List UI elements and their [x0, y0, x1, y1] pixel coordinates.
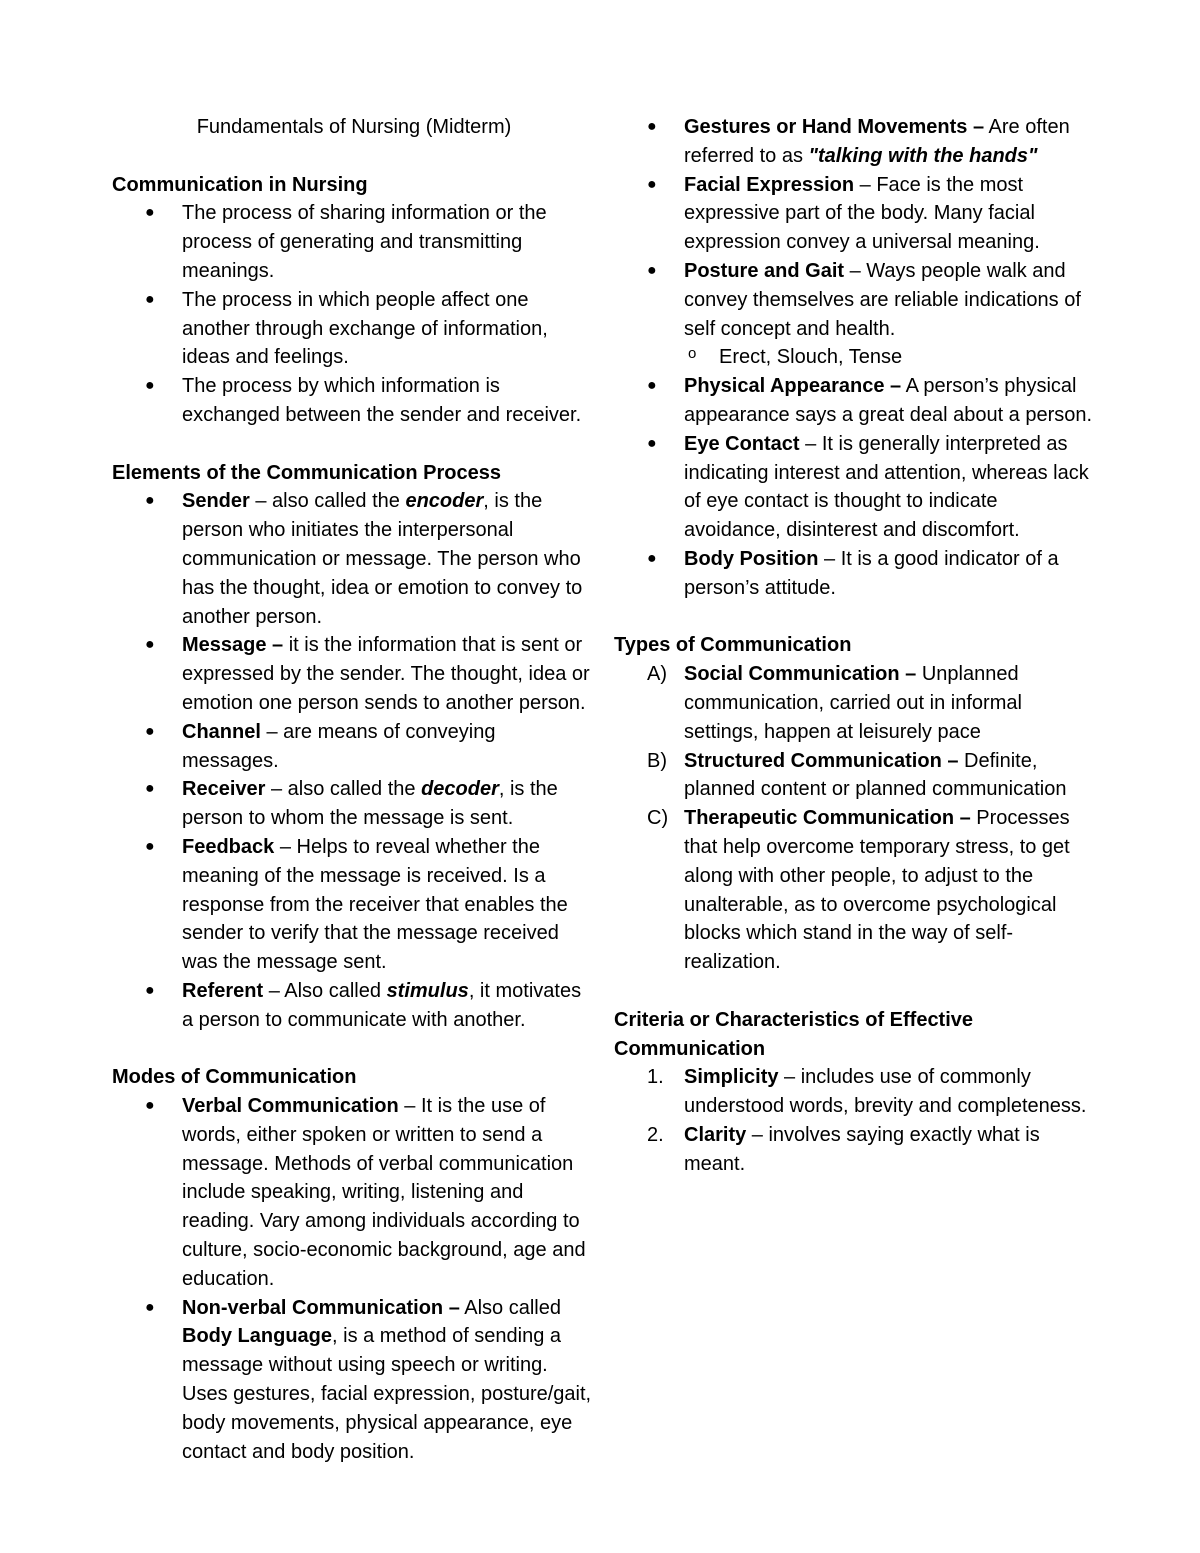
- list-item-channel: ● Channel – are means of conveying messages.: [112, 718, 596, 776]
- list-item: ● The process by which information is exchanged between the sender and receiver.: [112, 372, 596, 430]
- list-item-gestures: ● Gestures or Hand Movements – Are often referred to as "talking with the hands": [614, 113, 1094, 171]
- bullet-icon: ●: [145, 722, 155, 740]
- bullet-icon: ●: [145, 492, 155, 510]
- elements-list: [112, 487, 596, 1034]
- list-item-referent: ● Referent – Also called stimulus, it motivates a person to communicate with another.: [112, 977, 596, 1035]
- section-heading-modes: Modes of Communication: [112, 1066, 357, 1089]
- bullet-icon: ●: [145, 636, 155, 654]
- list-item-facial: ● Facial Expression – Face is the most expressive part of the body. Many facial expression convey a universal meaning.: [614, 171, 1094, 257]
- bullet-icon: ●: [145, 204, 155, 222]
- sub-list-item: o Erect, Slouch, Tense: [684, 343, 1094, 372]
- bullet-icon: ●: [647, 377, 657, 395]
- modes-list-part2: [614, 113, 1094, 603]
- list-item-structured: B) Structured Communication – Definite, planned content or planned communication: [647, 749, 1067, 801]
- bullet-icon: ●: [145, 1097, 155, 1115]
- bullet-icon: ●: [647, 118, 657, 135]
- modes-list-part1: [112, 1092, 596, 1466]
- bullet-icon: ●: [647, 175, 657, 193]
- communication-in-nursing-list: [112, 199, 596, 429]
- bullet-icon: ●: [145, 290, 155, 308]
- list-item-body-position: ● Body Position – It is a good indicator of a person’s attitude.: [614, 545, 1094, 603]
- section-heading-criteria: Criteria or Characteristics of Effective Communication: [614, 1008, 974, 1060]
- bullet-icon: ●: [145, 981, 155, 999]
- bullet-icon: ●: [647, 261, 657, 279]
- list-item-nonverbal: ● Non-verbal Communication – Also called Body Language, is a method of sending a message without using speech or writing. Uses gestures, facial expression, posture/gait, body movements, physical appearance, eye contact and body position.: [112, 1294, 596, 1467]
- bullet-icon: ●: [145, 1298, 155, 1316]
- bullet-icon: ●: [145, 837, 155, 855]
- page-title: Fundamentals of Nursing (Midterm): [196, 116, 512, 138]
- list-item-eye-contact: ● Eye Contact – It is generally interpreted as indicating interest and attention, whereas lack of eye contact is thought to indicate avoidance, disinterest and discomfort.: [614, 430, 1094, 545]
- section-heading-elements: Elements of the Communication Process: [112, 461, 501, 484]
- criteria-list: [614, 1063, 1094, 1178]
- section-heading-communication-in-nursing: Communication in Nursing: [112, 173, 368, 196]
- list-item-social: A) Social Communication – Unplanned communication, carried out in informal settings, happen at leisurely pace: [647, 663, 1022, 743]
- list-item-receiver: ● Receiver – also called the decoder, is the person to whom the message is sent.: [112, 775, 596, 833]
- bullet-icon: ●: [145, 780, 155, 798]
- bullet-icon: ●: [647, 434, 657, 452]
- list-item-appearance: ● Physical Appearance – A person’s physical appearance says a great deal about a person.: [614, 372, 1094, 430]
- list-item-message: ● Message – it is the information that is sent or expressed by the sender. The thought, idea or emotion one person sends to another person.: [112, 631, 596, 717]
- bullet-icon: ●: [145, 377, 155, 395]
- types-list: [614, 660, 1094, 977]
- section-heading-types: Types of Communication: [614, 634, 852, 657]
- list-item-simplicity: 1. Simplicity – includes use of commonly understood words, brevity and completeness.: [647, 1066, 1087, 1118]
- list-item: ● The process of sharing information or the process of generating and transmitting meanings.: [112, 199, 596, 285]
- left-column: [112, 113, 596, 1466]
- right-column: [614, 113, 1094, 1178]
- list-item-feedback: ● Feedback – Helps to reveal whether the meaning of the message is received. Is a response from the receiver that enables the sender to verify that the message received was the message sent.: [112, 833, 596, 977]
- bullet-icon: ●: [647, 549, 657, 567]
- list-item-verbal: ● Verbal Communication – It is the use of words, either spoken or written to send a message. Methods of verbal communication include speaking, writing, listening and reading. Vary among individuals according to culture, socio-economic background, age and education.: [112, 1092, 596, 1294]
- circle-bullet-icon: o: [688, 345, 697, 363]
- list-item-sender: ● Sender – also called the encoder, is the person who initiates the interpersonal communication or message. The person who has the thought, idea or emotion to convey to another person.: [112, 487, 596, 631]
- list-item-clarity: 2. Clarity – involves saying exactly what is meant.: [647, 1123, 1040, 1175]
- list-item-posture: ● Posture and Gait – Ways people walk and convey themselves are reliable indications of self concept and health. o Erect, Slouch, Tense: [614, 257, 1094, 372]
- list-item: ● The process in which people affect one another through exchange of information, ideas and feelings.: [112, 286, 596, 372]
- list-item-therapeutic: C) Therapeutic Communication – Processes that help overcome temporary stress, to get along with other people, to adjust to the unalterable, as to overcome psychological blocks which stand in the way of self-realization.: [647, 807, 1070, 974]
